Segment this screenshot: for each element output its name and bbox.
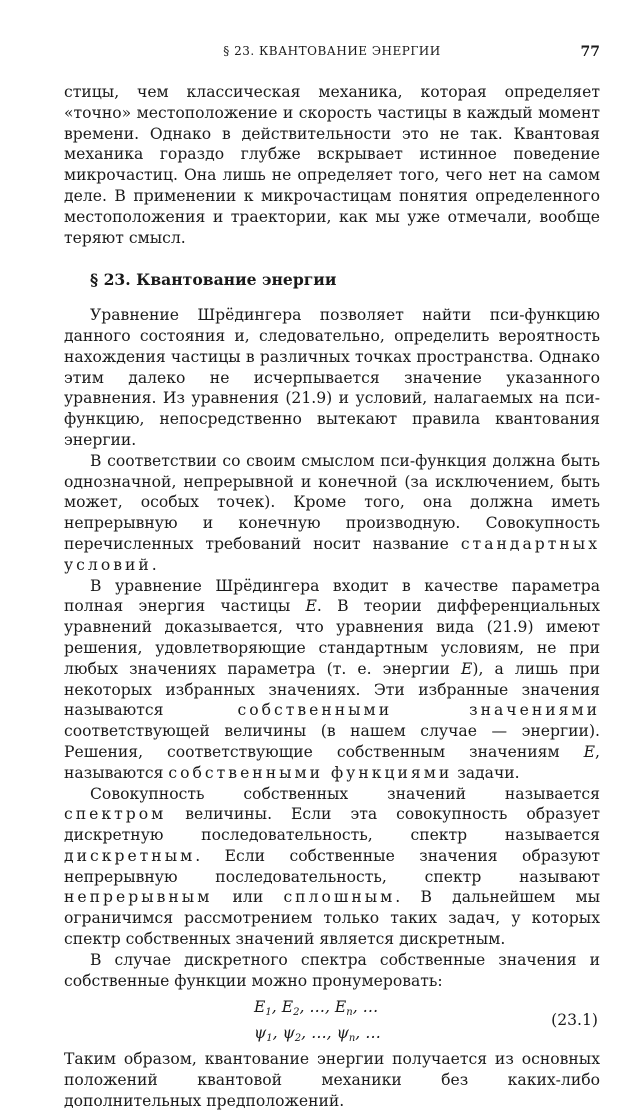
formula-psi-line: $\psi_1$, $\psi_2$, …, $\psi_n$, … [254,1024,381,1045]
term-continuous: непрерывным [64,888,213,907]
paragraph-4: Совокупность собственных значений называется спектром величины. Если эта совокупность образует дискретную последовательность, спектр называется дискретным. Если собственные значения образуют непрерывную последовательность, спектр называют непрерывным или сплошным. В дальнейшем мы ограничимся рассмотрением только таких задач, у которых спектр собственных значений является дискретным. [64,784,601,949]
paragraph-3: В уравнение Шрёдингера входит в качестве параметра полная энергия частицы E. В теории дифференциальных уравнений доказывается, что уравнения вида (21.9) имеют решения, удовлетворяющие стандартным условиям, не при любых значениях параметра (т. е. энергии E), а лишь при некоторых избранных значениях. Эти избранные значения называются собственными значениями соответствующей величины (в нашем случае — энергии). Решения, соответствующие собственным значениям E, называются собственными функциями задачи. [64,576,601,782]
paragraph-5: В случае дискретного спектра собственные значения и собственные функции можно пронумеровать: [64,950,600,990]
page-number: 77 [580,44,600,60]
intro-paragraph: стицы, чем классическая механика, которая определяет «точно» местоположение и скорость частицы в каждый момент времени. Однако в действительности это не так. Квантовая механика гораздо глубже вскрывает истинное поведение микрочастиц. Она лишь не определяет того, чего нет на самом деле. В применении к микрочастицам понятия определенного местоположения и траектории, как мы уже отмечали, вообще теряют смысл. [64,83,600,247]
term-discrete: дискретным [64,846,196,865]
formula-23-1 [64,997,600,1047]
term-solid: сплошным [283,888,396,907]
paragraph-1: Уравнение Шрёдингера позволяет найти пси-функцию данного состояния и, следовательно, определить вероятность нахождения частицы в различных точках пространства. Однако этим далеко не исчерпывается значение указанного уравнения. Из уравнения (21.9) и условий, налагаемых на пси-функцию, непосредственно вытекают правила квантования энергии. [64,306,600,449]
equation-number: (23.1) [551,1011,598,1030]
body-text [64,82,600,1112]
term-spectrum: спектром [64,805,167,824]
formula-energy-line: $E_1$, $E_2$, …, $E_n$, … [254,998,379,1019]
paragraph-2: В соответствии со своим смыслом пси-функция должна быть однозначной, непрерывной и конечной (за исключением, быть может, особых точек). Кроме того, она должна иметь непрерывную и конечную производную. Совокупность перечисленных требований носит название стандартных условий. [64,451,600,574]
section-title: § 23. Квантование энергии [90,270,337,290]
page-header [64,44,600,64]
term-standard-conditions: стандартных условий [64,534,600,574]
running-head: § 23. КВАНТОВАНИЕ ЭНЕРГИИ [223,44,441,58]
term-eigenvalues: собственными значениями [237,701,600,720]
paragraph-6: Таким образом, квантование энергии получается из основных положений квантовой механики без каких-либо дополнительных предположений. [64,1050,600,1111]
term-eigenfunctions: собственными функциями [168,763,453,782]
